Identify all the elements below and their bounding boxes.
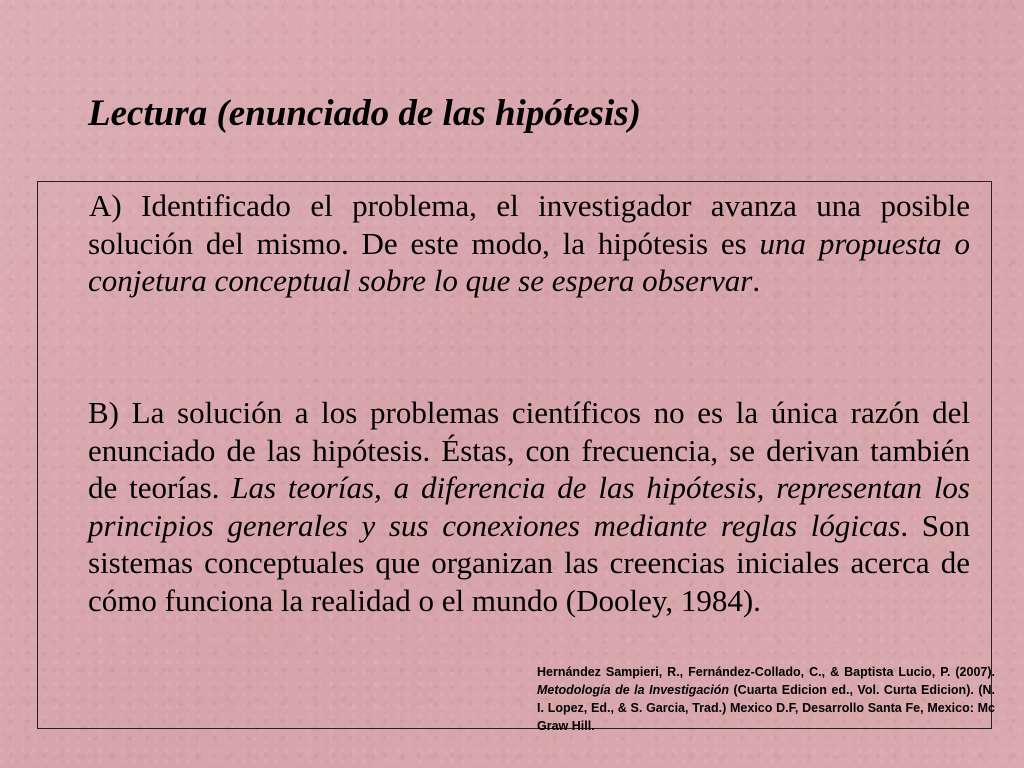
paragraph-a-end: . bbox=[752, 263, 761, 298]
paragraph-a-emphasis: una propuesta o conjetura conceptual sobre lo que se espera observar bbox=[88, 225, 970, 298]
content-box bbox=[37, 181, 992, 729]
citation-book-title: Metodología de la Investigación bbox=[537, 683, 729, 697]
paragraph-a-text: A) Identificado el problema, el investigador avanza una posible solución del mismo. De este modo, la hipótesis es bbox=[88, 188, 970, 261]
paragraph-a bbox=[88, 187, 970, 300]
paragraph-b-text: B) La solución a los problemas científicos no es la única razón del enunciado de las hipótesis. Éstas, con frecuencia, se derivan también de teorías. bbox=[88, 395, 970, 505]
citation-authors: Hernández Sampieri, R., Fernández-Collado, C., & Baptista Lucio, P. (2007). bbox=[537, 665, 995, 679]
paragraph-b-end: . Son sistemas conceptuales que organizan las creencias iniciales acerca de cómo funciona la realidad o el mundo (Dooley, 1984). bbox=[88, 507, 970, 618]
paragraph-b bbox=[88, 394, 970, 619]
citation bbox=[537, 663, 995, 735]
slide-title: Lectura (enunciado de las hipótesis) bbox=[88, 93, 641, 134]
paragraph-b-emphasis: Las teorías, a diferencia de las hipótesis, representan los principios generales y sus conexiones mediante reglas lógicas bbox=[88, 470, 970, 543]
citation-details: (Cuarta Edicion ed., Vol. Curta Edicion). (N. I. Lopez, Ed., & S. Garcia, Trad.) Mexico D.F, Desarrollo Santa Fe, Mexico: Mc Graw Hill. bbox=[537, 683, 995, 733]
